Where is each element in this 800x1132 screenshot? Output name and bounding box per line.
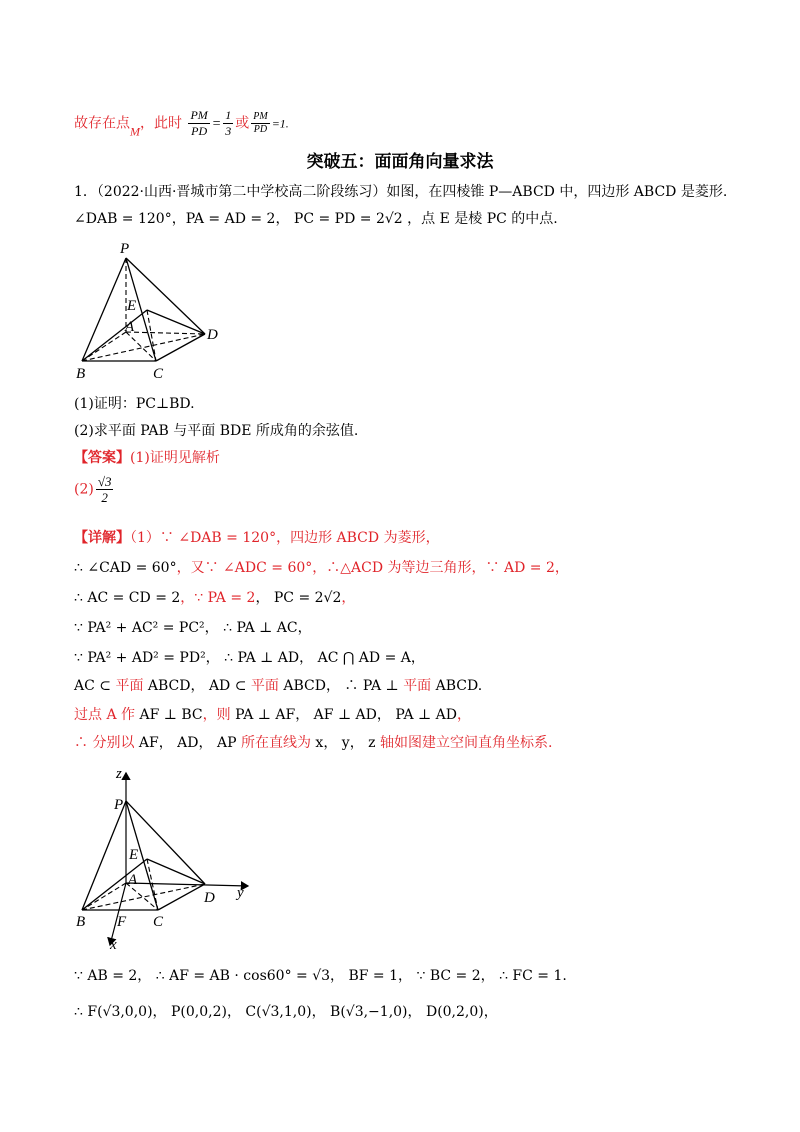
label-e-2: E (129, 847, 139, 863)
label-b-2: B (76, 914, 86, 930)
pyramid-hidden-edges (82, 258, 205, 361)
label-f: F (117, 914, 127, 930)
answer-line-1: 【答案】(1)证明见解析 (74, 450, 220, 466)
label-c: C (153, 366, 164, 382)
detail-line-3: ∴ AC = CD = 2，∵ PA = 2， PC = 2√2， (74, 590, 356, 606)
answer-line-2: (2) $\frac{√3}{2}$ (74, 474, 112, 505)
label-y: y (237, 885, 244, 901)
label-d: D (207, 327, 218, 343)
label-p-2: P (114, 797, 124, 813)
fraction-pm-pd: $\frac{PM}{PD}$ (190, 108, 208, 138)
question-2: (2)求平面 PAB 与平面 BDE 所成角的余弦值. (74, 423, 359, 439)
detail-line-4: ∵ PA² + AC² = PC²， ∴ PA ⊥ AC， (74, 620, 312, 636)
answer-fraction: $\frac{√3}{2}$ (97, 474, 112, 505)
label-c-2: C (153, 914, 164, 930)
label-x: x (110, 937, 117, 953)
label-a: A (125, 319, 135, 335)
detail-line-6: AC ⊂ 平面 ABCD， AD ⊂ 平面 ABCD， ∴ PA ⊥ 平面 ABCD. (74, 678, 483, 694)
label-e: E (127, 298, 137, 314)
detail-line-9: ∵ AB = 2， ∴ AF = AB · cos60° = √3， BF = 1， ∵ BC = 2， ∴ FC = 1. (74, 968, 567, 984)
problem-text-1: 1．（2022·山西·晋城市第二中学校高二阶段练习）如图，在四棱锥 P—ABCD 中，四边形 ABCD 是菱形. (74, 184, 728, 200)
label-b: B (76, 366, 86, 382)
problem-text-2: ∠DAB = 120°，PA = AD = 2， PC = PD = 2√2 ，点 E 是棱 PC 的中点. (74, 211, 558, 227)
detail-line-10: ∴ F(√3,0,0)， P(0,0,2)， C(√3,1,0)， B(√3,−1,0)， D(0,2,0)， (74, 1004, 498, 1020)
fraction-pm-pd-2: $\frac{PM}{PD}$ (253, 111, 268, 135)
coordinate-figure (70, 763, 265, 953)
pyramid-solid-edges-2 (82, 801, 205, 910)
detail-line-8: ∴ 分别以 AF， AD， AP 所在直线为 x， y， z 轴如图建立空间直角坐标系. (74, 735, 553, 751)
label-p: P (120, 241, 130, 257)
question-1: (1)证明：PC⊥BD. (74, 396, 195, 412)
label-z: z (116, 766, 122, 782)
pyramid-figure (70, 240, 230, 385)
fraction-one-third: $\frac{1}{3}$ (225, 108, 232, 138)
detail-line-2: ∴ ∠CAD = 60°，又∵ ∠ADC = 60°，∴△ACD 为等边三角形，∵ AD = 2， (74, 560, 569, 576)
label-a-2: A (128, 872, 138, 888)
detail-line-1: 【详解】（1）∵ ∠DAB = 120°，四边形 ABCD 为菱形， (74, 530, 440, 546)
y-axis (126, 883, 248, 886)
label-d-2: D (204, 890, 215, 906)
pyramid-solid-edges (82, 258, 205, 361)
section-title: 突破五：面面角向量求法 (306, 152, 494, 172)
detail-line-5: ∵ PA² + AD² = PD²， ∴ PA ⊥ AD， AC ⋂ AD = A， (74, 650, 425, 666)
detail-line-7: 过点 A 作 AF ⊥ BC，则 PA ⊥ AF， AF ⊥ AD， PA ⊥ AD， (74, 707, 472, 723)
conclusion-line: 故存在点M，此时 $\frac{PM}{PD}$ = $\frac{1}{3}$ 或 $\frac{PM}{PD}$ =1. (74, 108, 289, 139)
